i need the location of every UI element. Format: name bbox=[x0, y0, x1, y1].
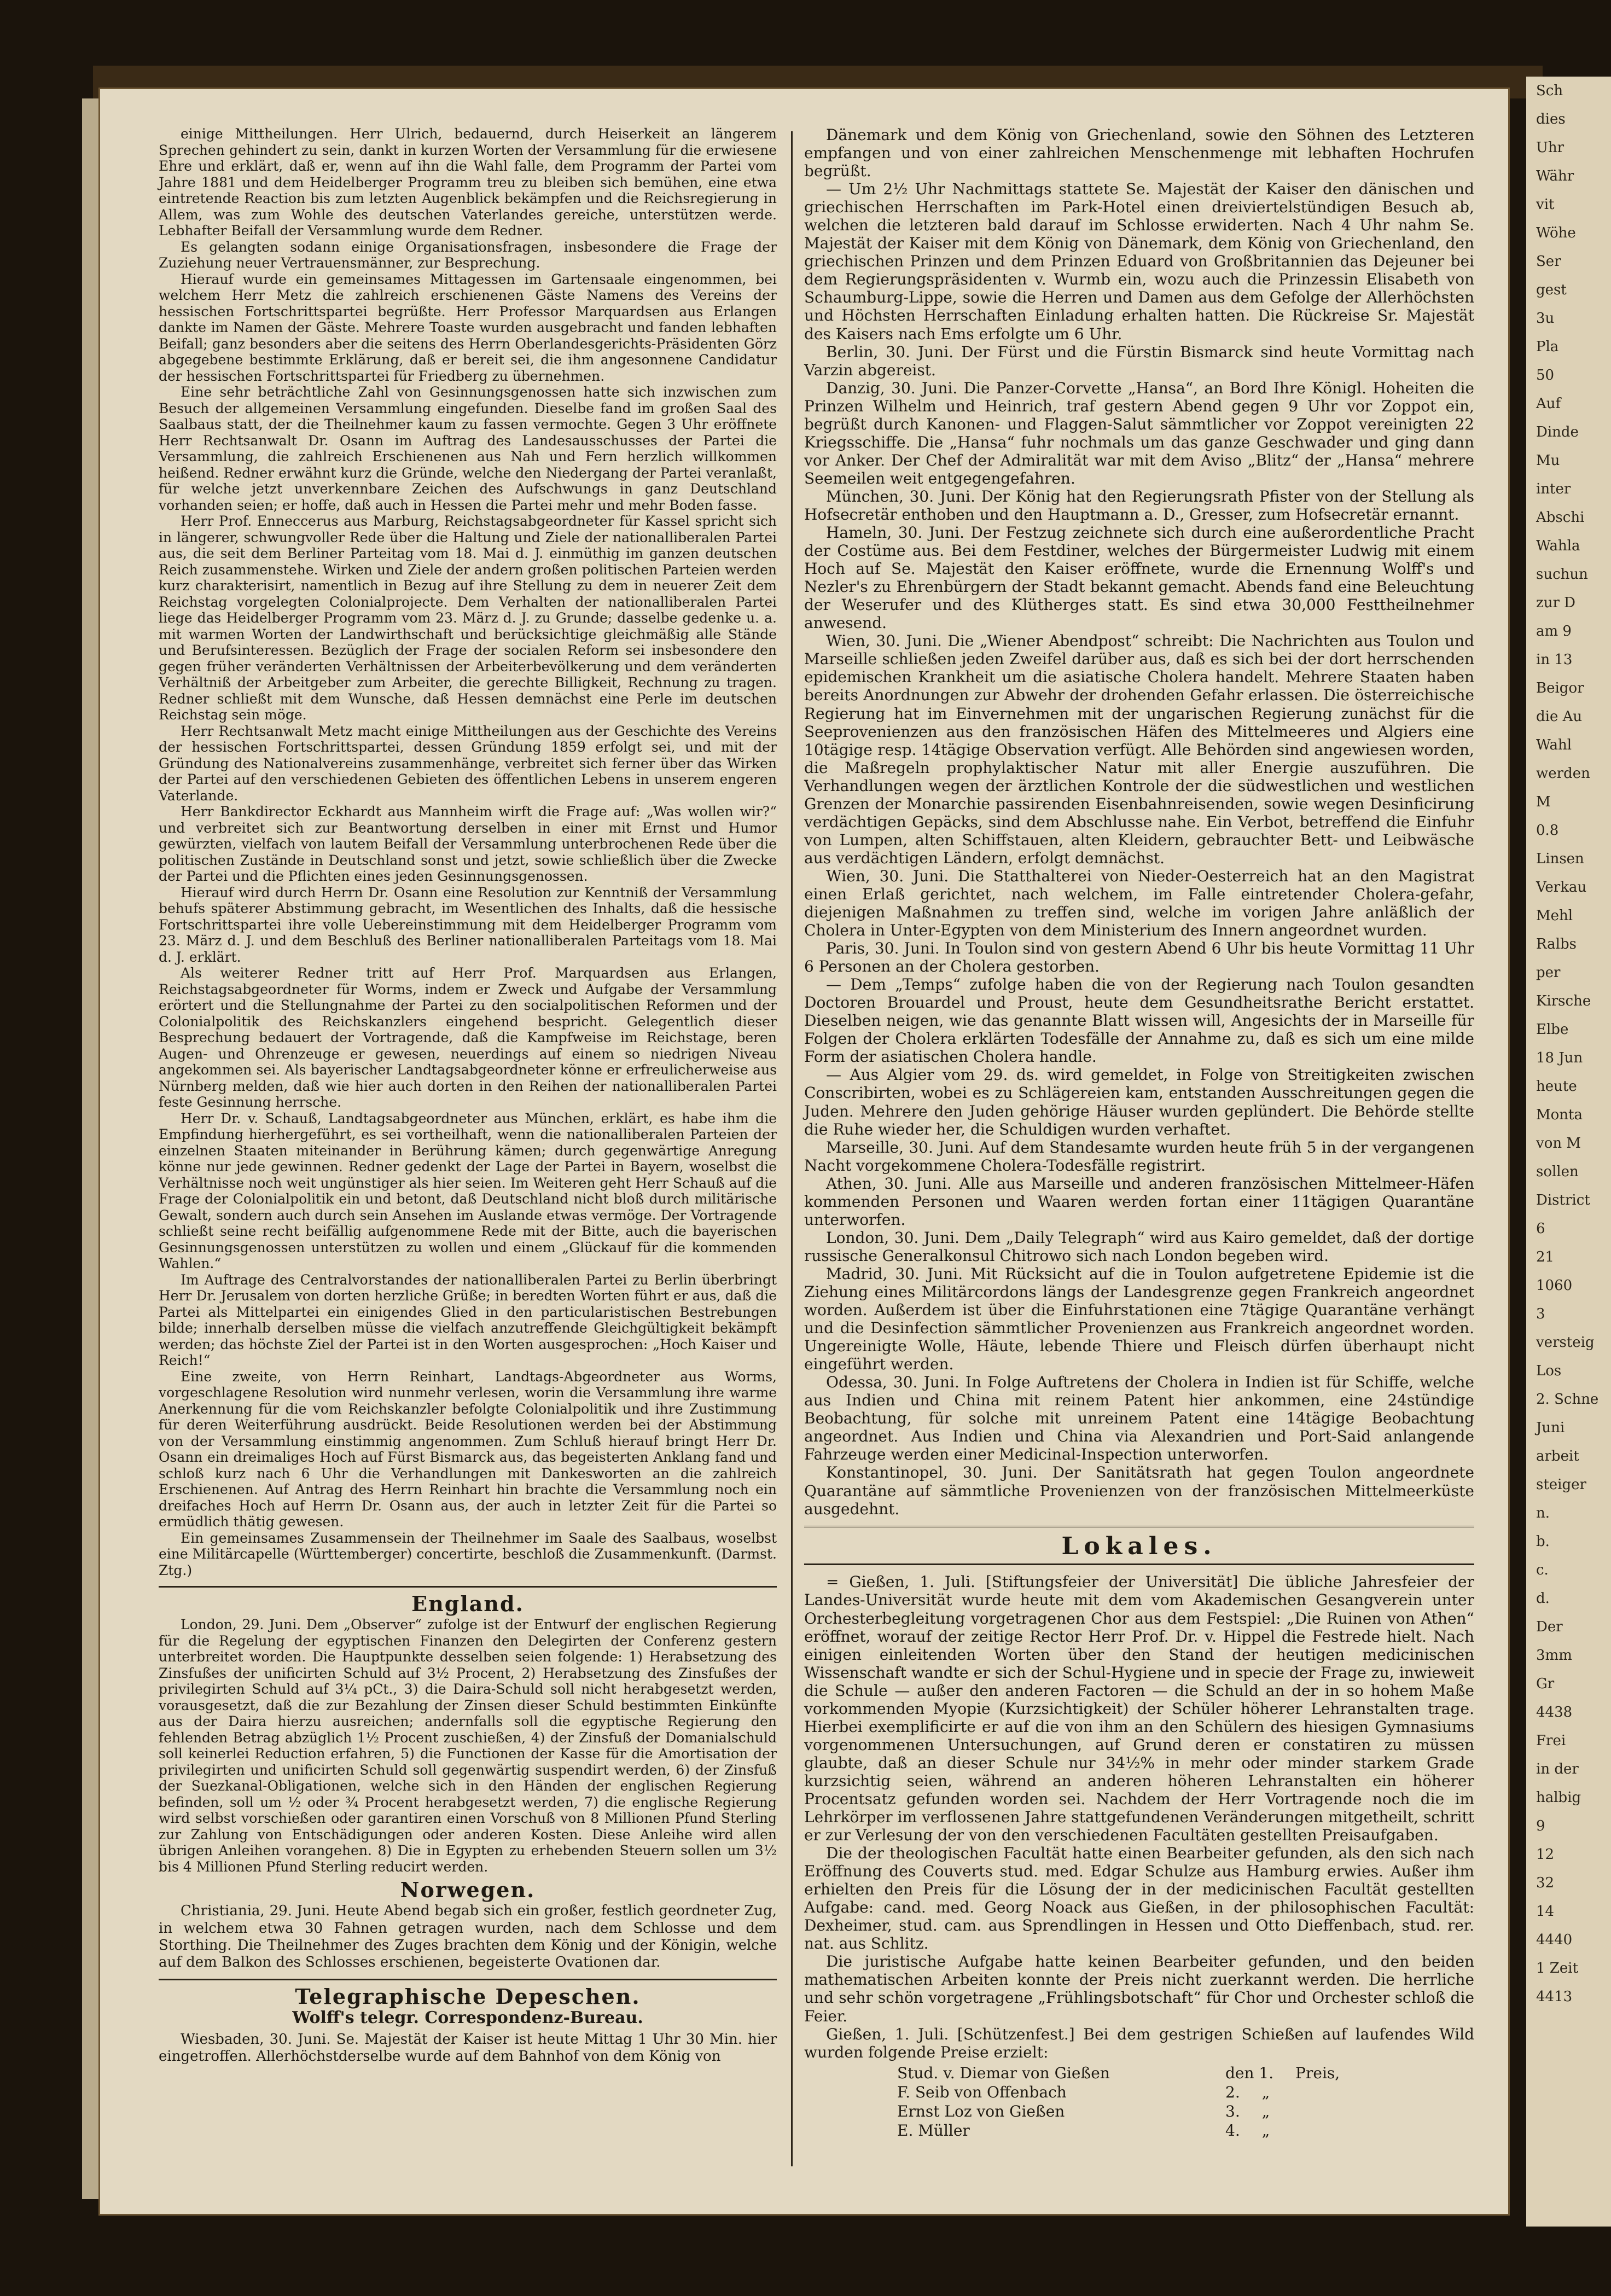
adjacent-page-text: Ralbs bbox=[1536, 936, 1577, 952]
adjacent-page-text: in der bbox=[1536, 1761, 1579, 1777]
adjacent-page-text: versteig bbox=[1536, 1334, 1595, 1351]
left-column bbox=[159, 126, 777, 2065]
adjacent-page-text: halbig bbox=[1536, 1789, 1581, 1806]
adjacent-page-text: Wahla bbox=[1536, 538, 1580, 554]
paragraph: München, 30. Juni. Der König hat den Regierungsrath Pfister von der Stellung als Hofsecretär enthoben und den Hauptmann a. D., Gresser, zum Hofsecretär ernannt. bbox=[804, 487, 1474, 524]
adjacent-page-text: Linsen bbox=[1536, 851, 1584, 867]
adjacent-page-text: suchun bbox=[1536, 566, 1588, 583]
paragraph: einige Mittheilungen. Herr Ulrich, bedauernd, durch Heiserkeit an längerem Sprechen gehindert zu sein, dankt in kurzen Worten der Versammlung für die erwiesene Ehre und erklärt, daß er, wenn auf ihn die Wahl falle, dem Programm der Partei vom Jahre 1881 und dem Heidelberger Programm treu zu bleiben sich bemühen, eine etwa eintretende Reaction bis zum letzten Augenblick bekämpfen und die Reichsregierung in Allem, was zum Wohle des deutschen Vaterlandes gereiche, unterstützen werde. Lebhafter Beifall der Versammlung wurde dem Redner. bbox=[159, 126, 777, 239]
adjacent-page-text: Dinde bbox=[1536, 424, 1579, 440]
paragraph: Berlin, 30. Juni. Der Fürst und die Fürstin Bismarck sind heute Vormittag nach Varzin abgereist. bbox=[804, 342, 1474, 379]
adjacent-page-text: 0.8 bbox=[1536, 822, 1559, 839]
adjacent-page-text: steiger bbox=[1536, 1477, 1586, 1493]
paragraph: — Um 2½ Uhr Nachmittags stattete Se. Majestät der Kaiser den dänischen und griechischen Herrschaften im Park-Hotel einen dreiviertelstündigen Besuch ab, welchen die letzteren bald darauf im Schlosse erwiderten. Nach 4 Uhr nahm Se. Majestät der Kaiser mit dem König von Dänemark, dem König von Griechenland, den griechischen Prinzen und dem Prinzen Eduard von Großbritannien das Dejeuner bei dem Regierungspräsidenten v. Wurmb ein, wozu auch die Prinzessin Elisabeth von Schaumburg-Lippe, sowie die Herren und Damen aus dem Gefolge der Allerhöchsten und Höchsten Herrschaften Einladung erhalten hatten. Die Rückreise Sr. Majestät des Kaisers nach Ems erfolgte um 6 Uhr. bbox=[804, 180, 1474, 343]
adjacent-page-text: vit bbox=[1536, 196, 1555, 213]
adjacent-page-text: in 13 bbox=[1536, 652, 1573, 668]
prize-label: Preis, bbox=[1295, 2064, 1340, 2082]
section-heading-lokales: Lokales. bbox=[1061, 1532, 1217, 1560]
section-divider bbox=[159, 1586, 777, 1588]
paragraph: Es gelangten sodann einige Organisationsfragen, insbesondere die Frage der Zuziehung neuer Vertrauensmänner, zur Besprechung. bbox=[159, 239, 777, 271]
paragraph: Eine zweite, von Herrn Reinhart, Landtags-Abgeordneter aus Worms, vorgeschlagene Resolution wird nunmehr verlesen, worin die Versammlung ihre warme Anerkennung für die vom Reichskanzler befolgte Colonialpolitik und ihre Zustimmung für deren Weiterführung ausdrückt. Beide Resolutionen werden bei der Abstimmung von der Versammlung einstimmig angenommen. Zum Schluß hierauf bringt Herr Dr. Osann ein dreimaliges Hoch auf Fürst Bismarck aus, das begeisterten Anklang fand und schloß kurz nach 6 Uhr die Verhandlungen mit Dankesworten an die zahlreich Erschienenen. Auf Antrag des Herrn Reinhart hin brachte die Versammlung noch ein dreifaches Hoch auf Herrn Dr. Osann aus, der auch in letzter Zeit für die Partei so ermüdlich thätig gewesen. bbox=[159, 1368, 777, 1530]
paragraph: Ein gemeinsames Zusammensein der Theilnehmer im Saale des Saalbaus, woselbst eine Militärcapelle (Württemberger) concertirte, beschloß die Zusammenkunft. (Darmst. Ztg.) bbox=[159, 1530, 777, 1578]
section-heading-telegraph: Telegraphische Depeschen. bbox=[295, 1984, 641, 2009]
adjacent-page-text: werden bbox=[1536, 765, 1590, 782]
paragraph: Wien, 30. Juni. Die Statthalterei von Nieder-Oesterreich hat an den Magistrat einen Erlaß gerichtet, nach welchem, im Falle eintretender Cholera-gefahr, diejenigen Maßnahmen zu treffen sind, welche im vorigen Jahre anläßlich der Cholera in Unter-Egypten von dem Ministerium des Innern angeordnet wurden. bbox=[804, 867, 1474, 940]
adjacent-page-text: Los bbox=[1536, 1363, 1562, 1379]
adjacent-page-text: gest bbox=[1536, 282, 1567, 298]
lokales-articles bbox=[804, 1573, 1474, 2061]
adjacent-page-text: c. bbox=[1536, 1562, 1549, 1578]
adjacent-page-text: 14 bbox=[1536, 1903, 1555, 1920]
section-heading-england: England. bbox=[411, 1591, 524, 1616]
adjacent-page-text: 3mm bbox=[1536, 1647, 1572, 1664]
adjacent-page-text: 1060 bbox=[1536, 1277, 1573, 1294]
paragraph: — Aus Algier vom 29. ds. wird gemeldet, in Folge von Streitigkeiten zwischen Conscribirten, wobei es zu Schlägereien kam, entstanden Ausschreitungen gegen die Juden. Mehrere den Juden gehörige Häuser wurden geplündert. Die Behörde stellte die Ruhe wieder her, die Schuldigen wurden verhaftet. bbox=[804, 1066, 1474, 1138]
prize-name: F. Seib von Offenbach bbox=[897, 2083, 1067, 2101]
paragraph: Hameln, 30. Juni. Der Festzug zeichnete sich durch eine außerordentliche Pracht der Costüme aus. Bei dem Festdiner, welches der Bürgermeister Ludwig mit einem Hoch auf Se. Majestät den Kaiser eröffnete, wurde die Ernennung Wolff's und Nezler's zu Ehrenbürgern der Stadt bekannt gemacht. Abends fand eine Beleuchtung der Weserufer und des Klütherges statt. Es sind etwa 30,000 Festtheilnehmer anwesend. bbox=[804, 524, 1474, 632]
adjacent-page-text: 3u bbox=[1536, 310, 1555, 327]
adjacent-page-text: dies bbox=[1536, 111, 1566, 127]
paragraph: Wien, 30. Juni. Die „Wiener Abendpost“ schreibt: Die Nachrichten aus Toulon und Marseille schließen jeden Zweifel darüber aus, daß es sich bei der dort herrschenden epidemischen Krankheit um die asiatische Cholera handelt. Mehrere Staaten haben bereits Anordnungen zur Abwehr der drohenden Gefahr erlassen. Die österreichische Regierung hat im Einvernehmen mit der ungarischen Regierung zunächst für die Seeprovenienzen aus den französischen Häfen des Mittelmeeres und Algiers eine 10tägige resp. 14tägige Observation verfügt. Alle Behörden sind angewiesen worden, die Maßregeln prophylaktischer Natur mit aller Energie auszuführen. Die Verhandlungen wegen der ärztlichen Kontrole der die südwestlichen und westlichen Grenzen der Monarchie passirenden Eisenbahnreisenden, sowie wegen Desinficirung verdächtigen Gepäcks, sind dem Abschlusse nahe. Ein Verbot, betreffend die Einfuhr von Lumpen, alten Schiffstauen, alten Kleidern, gebrauchter Bett- und Leibwäsche aus verdächtigen Ländern, erfolgt demnächst. bbox=[804, 632, 1474, 867]
prize-row bbox=[897, 2121, 1474, 2140]
paragraph: Danzig, 30. Juni. Die Panzer-Corvette „Hansa“, an Bord Ihre Königl. Hoheiten die Prinzen Wilhelm und Heinrich, traf gestern Abend gegen 9 Uhr vor Zoppot ein, begrüßt durch Kanonen- und Flaggen-Salut sämmtlicher vor Zoppot vereinigten 22 Kriegsschiffe. Die „Hansa“ fuhr nochmals um das ganze Geschwader und ging dann vor Anker. Der Chef der Admiralität war mit dem Aviso „Blitz“ der „Hansa“ mehrere Seemeilen weit entgegengefahren. bbox=[804, 379, 1474, 487]
adjacent-page-text: 2. Schne bbox=[1536, 1391, 1599, 1408]
prize-row bbox=[897, 2064, 1474, 2083]
adjacent-page-text: Gr bbox=[1536, 1676, 1555, 1692]
telegraph-article: Wiesbaden, 30. Juni. Se. Majestät der Kaiser ist heute Mittag 1 Uhr 30 Min. hier eingetroffen. Allerhöchstderselbe wurde auf dem Bahnhof von dem König von bbox=[159, 2031, 777, 2065]
paragraph: Hierauf wurde ein gemeinsames Mittagessen im Gartensaale eingenommen, bei welchem Herr Metz die zahlreich erschienenen Gäste Namens des Vereins der hessischen Fortschrittspartei begrüßte. Herr Professor Marquardsen aus Erlangen dankte im Namen der Gäste. Mehrere Toaste wurden ausgebracht und fanden lebhaften Beifall; ganz besonders aber die seitens des Herrn Oberlandesgerichts-Präsidenten Görz abgegebene bestimmte Erklärung, daß er bereit sei, die ihm angesonnene Candidatur der hessischen Fortschrittspartei für Friedberg zu übernehmen. bbox=[159, 271, 777, 384]
adjacent-page-text: 4413 bbox=[1536, 1989, 1573, 2005]
prize-name: Stud. v. Diemar von Gießen bbox=[897, 2064, 1110, 2082]
adjacent-page-text: 32 bbox=[1536, 1875, 1555, 1891]
section-divider bbox=[159, 1979, 777, 1980]
prize-row bbox=[897, 2102, 1474, 2121]
adjacent-page-text: inter bbox=[1536, 481, 1571, 497]
adjacent-page-text: 4438 bbox=[1536, 1704, 1573, 1720]
prize-label: „ bbox=[1261, 2102, 1270, 2120]
adjacent-page-text: Frei bbox=[1536, 1733, 1566, 1749]
adjacent-page-text: arbeit bbox=[1536, 1448, 1579, 1464]
adjacent-page-text: Wahl bbox=[1536, 737, 1572, 753]
paragraph: Odessa, 30. Juni. In Folge Auftretens der Cholera in Indien ist für Schiffe, welche aus Indien und China mit reinem Patent hier ankommen, eine 24stündige Beobachtung, für solche mit unreinem Patent eine 14tägige Beobachtung angeordnet. Aus Indien und China via Alexandrien und Port-Said anlangende Fahrzeuge werden einer Medicinal-Inspection unterworfen. bbox=[804, 1373, 1474, 1464]
paragraph: Marseille, 30. Juni. Auf dem Standesamte wurden heute früh 5 in der vergangenen Nacht vorgekommene Cholera-Todesfälle registrirt. bbox=[804, 1138, 1474, 1175]
adjacent-page-text: Uhr bbox=[1536, 139, 1565, 156]
adjacent-page-text: heute bbox=[1536, 1078, 1577, 1095]
adjacent-page-text: Abschi bbox=[1536, 509, 1585, 526]
adjacent-page-text: Pla bbox=[1536, 339, 1559, 355]
paragraph: Athen, 30. Juni. Alle aus Marseille und anderen französischen Mittelmeer-Häfen kommenden Personen und Waaren werden fortan einer 11tägigen Quarantäne unterworfen. bbox=[804, 1174, 1474, 1229]
paragraph: Als weiterer Redner tritt auf Herr Prof. Marquardsen aus Erlangen, Reichstagsabgeordneter für Worms, indem er Zweck und Aufgabe der Versammlung erörtert und die Stellungnahme der Partei zu den socialpolitischen Reformen und der Colonialpolitik des Reichskanzlers eingehend bespricht. Gelegentlich dieser Besprechung bedauert der Vortragende, daß die Kampfweise im Reichstage, beren Augen- und Ohrenzeuge er gewesen, neuerdings auf einem so niedrigen Niveau angekommen sei. Als bayerischer Landtagsabgeordneter könne er erfreulicherweise aus Nürnberg melden, daß wie hier auch dorten in den Reihen der nationalliberalen Partei feste Gesinnung herrsche. bbox=[159, 965, 777, 1110]
adjacent-page-text: Beigor bbox=[1536, 680, 1584, 696]
adjacent-page-text: sollen bbox=[1536, 1164, 1579, 1180]
section-divider bbox=[804, 1526, 1474, 1530]
prize-ord: 3. bbox=[1225, 2102, 1240, 2120]
adjacent-page-text: Monta bbox=[1536, 1107, 1583, 1123]
adjacent-page-text: 9 bbox=[1536, 1818, 1545, 1834]
adjacent-page-text: per bbox=[1536, 964, 1561, 981]
adjacent-page-text: Ser bbox=[1536, 253, 1561, 270]
adjacent-page-text: Elbe bbox=[1536, 1021, 1569, 1038]
prize-name: E. Müller bbox=[897, 2121, 970, 2140]
paragraph: = Gießen, 1. Juli. [Stiftungsfeier der Universität] Die übliche Jahresfeier der Landes-Universität wurde heute mit dem vom Akademischen Gesangverein unter Orchesterbegleitung vorgetragenen Chor aus dem Festspiel: „Die Ruinen von Athen“ eröffnet, worauf der zeitige Rector Herr Prof. Dr. v. Hippel die Festrede hielt. Nach einigen einleitenden Worten über den Stand der heutigen medicinischen Wissenschaft wandte er sich der Schul-Hygiene und in specie der Frage zu, inwieweit die Schule — außer den anderen Factoren — die Schuld an der in so hohem Maße vorkommenden Myopie (Kurzsichtigkeit) der Schüler höherer Lehranstalten trage. Hierbei exemplificirte er auf die von ihm an den Schülern des hiesigen Gymnasiums vorgenommenen Untersuchungen, auf Grund deren er constatiren zu müssen glaubte, daß an dieser Schule nur 34½% in mehr oder minder starkem Grade kurzsichtig seien, während an anderen höheren Lehranstalten ein höherer Procentsatz gefunden worden sei. Nachdem der Herr Vortragende noch die im Lehrkörper im verflossenen Jahre stattgefundenen Veränderungen mitgetheilt, schritt er zur Verlesung der von den verschiedenen Facultäten gestellten Preisaufgaben. bbox=[804, 1573, 1474, 1845]
paragraph: Gießen, 1. Juli. [Schützenfest.] Bei dem gestrigen Schießen auf laufendes Wild wurden folgende Preise erzielt: bbox=[804, 2025, 1474, 2061]
paragraph: London, 30. Juni. Dem „Daily Telegraph“ wird aus Kairo gemeldet, daß der dortige russische Generalkonsul Chitrowo sich nach London begeben wird. bbox=[804, 1228, 1474, 1265]
adjacent-page-text: Sch bbox=[1536, 83, 1563, 99]
prize-ord: den 1. bbox=[1225, 2064, 1274, 2082]
adjacent-page-text: b. bbox=[1536, 1533, 1550, 1550]
paragraph: Konstantinopel, 30. Juni. Der Sanitätsrath hat gegen Toulon angeordnete Quarantäne auf sämmtliche Provenienzen von der französischen Mittelmeerküste ausgedehnt. bbox=[804, 1463, 1474, 1518]
paragraph: — Dem „Temps“ zufolge haben die von der Regierung nach Toulon gesandten Doctoren Brouardel und Proust, heute dem Gesundheitsrathe Bericht erstattet. Dieselben neigen, wie das genannte Blatt wissen will, Angesichts der in Marseille für Folgen der Cholera erklärten Todesfälle der Annahme zu, daß es sich um eine milde Form der asiatischen Cholera handle. bbox=[804, 975, 1474, 1066]
adjacent-page-text: 18 Jun bbox=[1536, 1050, 1583, 1066]
prize-list bbox=[897, 2064, 1474, 2140]
adjacent-page-text: District bbox=[1536, 1192, 1590, 1208]
adjacent-page-text: 6 bbox=[1536, 1220, 1545, 1237]
adjacent-page-text: Juni bbox=[1536, 1420, 1565, 1436]
adjacent-page-text: 4440 bbox=[1536, 1932, 1573, 1948]
adjacent-page-text: 21 bbox=[1536, 1249, 1555, 1265]
paragraph: Hierauf wird durch Herrn Dr. Osann eine Resolution zur Kenntniß der Versammlung behufs späterer Abstimmung gebracht, im Wesentlichen des Inhalts, daß die hessische Fortschrittspartei ihre volle Uebereinstimmung mit dem Heidelberger Programm vom 23. März d. J. und dem Beschluß des Berliner nationalliberalen Parteitags vom 18. Mai d. J. erklärt. bbox=[159, 884, 777, 965]
paragraph: Herr Prof. Enneccerus aus Marburg, Reichstagsabgeordneter für Kassel spricht sich in längerer, schwungvoller Rede über die Haltung und Ziele der nationalliberalen Partei aus, die seit dem Berliner Parteitag vom 18. Mai d. J. einmüthig im ganzen deutschen Reich zusammenstehe. Wirken und Ziele der andern großen politischen Parteien werden kurz charakterisirt, namentlich in Bezug auf ihre Stellung zu dem in neuerer Zeit dem Reichstag vorgelegten Colonialprojecte. Dem Verhalten der nationalliberalen Partei liege das Heidelberger Programm vom 23. März d. J. zu Grunde; dasselbe gedenke u. a. mit warmen Worten der Landwirthschaft und berücksichtige gleichmäßig alle Stände und Berufsinteressen. Bezüglich der Frage der socialen Reform sei insbesondere den gegen früher veränderten Verhältnissen der Arbeiterbevölkerung und dem veränderten Verhältniß der Arbeitgeber zum Arbeiter, die gerechte Billigkeit, Rechnung zu tragen. Redner schließt mit dem Wunsche, daß Hessen demnächst eine Perle im deutschen Reichstag sein möge. bbox=[159, 513, 777, 723]
section-divider bbox=[804, 1563, 1474, 1565]
column-divider bbox=[791, 131, 793, 2166]
adjacent-page-text: von M bbox=[1536, 1135, 1581, 1152]
paragraph: Dänemark und dem König von Griechenland, sowie den Söhnen des Letzteren empfangen und von einer zahlreichen Menschenmenge mit lebhaften Hochrufen begrüßt. bbox=[804, 126, 1474, 181]
prize-label: „ bbox=[1261, 2121, 1270, 2140]
adjacent-page-text: zur D bbox=[1536, 595, 1575, 611]
right-column-telegrams bbox=[804, 126, 1474, 1518]
adjacent-page-text: 1 Zeit bbox=[1536, 1960, 1579, 1977]
adjacent-page-text: Währ bbox=[1536, 168, 1574, 184]
prize-row bbox=[897, 2083, 1474, 2102]
adjacent-page-text: Auf bbox=[1536, 396, 1561, 412]
section-heading-norwegen: Norwegen. bbox=[400, 1878, 536, 1903]
adjacent-page-text: d. bbox=[1536, 1590, 1550, 1607]
adjacent-page-text: am 9 bbox=[1536, 623, 1572, 640]
paragraph: Herr Rechtsanwalt Metz macht einige Mittheilungen aus der Geschichte des Vereins der hessischen Fortschrittspartei, dessen Gründung 1859 erfolgt sei, und mit der Gründung des Nationalvereins zusammenhänge, verbreitet sich ferner über das Wirken der Partei auf den verschiedenen Gebieten des öffentlichen Lebens in unserem engeren Vaterlande. bbox=[159, 723, 777, 804]
prize-ord: 2. bbox=[1225, 2083, 1240, 2101]
paragraph: Herr Bankdirector Eckhardt aus Mannheim wirft die Frage auf: „Was wollen wir?“ und verbreitet sich zur Beantwortung derselben in einer mit Ernst und Humor gewürzten, vielfach von lautem Beifall der Versammlung unterbrochenen Rede über die politischen Zustände in Deutschland sonst und jetzt, sowie schließlich über die Zwecke der Partei und die Pflichten eines jeden Gesinnungsgenossen. bbox=[159, 804, 777, 884]
paragraph: Madrid, 30. Juni. Mit Rücksicht auf die in Toulon aufgetretene Epidemie ist die Ziehung eines Militärcordons längs der Landesgrenze gegen Frankreich angeordnet worden. Außerdem ist über die Einfuhrstationen eine 7tägige Quarantäne verhängt und die Desinfection sämmtlicher Provenienzen aus Frankreich angeordnet worden. Ungereinigte Wolle, Häute, lebende Thiere und Fleisch dürfen überhaupt nicht eingeführt werden. bbox=[804, 1264, 1474, 1374]
adjacent-page-text: 3 bbox=[1536, 1306, 1545, 1322]
adjacent-page-text: Mehl bbox=[1536, 908, 1573, 924]
paragraph: Im Auftrage des Centralvorstandes der nationalliberalen Partei zu Berlin überbringt Herr Dr. Jerusalem von dorten herzliche Grüße; in beredten Worten führt er aus, daß die Partei als Mittelpartei ein einigendes Glied in den particularistischen Bestrebungen bilde; innerhalb derselben müsse die vielfach anzutreffende Gleichgültigkeit bekämpft werden; das höchste Ziel der Partei ist in den Worten ausgesprochen: „Hoch Kaiser und Reich!“ bbox=[159, 1271, 777, 1368]
left-column-article bbox=[159, 126, 777, 1578]
paragraph: Paris, 30. Juni. In Toulon sind von gestern Abend 6 Uhr bis heute Vormittag 11 Uhr 6 Personen an der Cholera gestorben. bbox=[804, 939, 1474, 976]
adjacent-page-text: 50 bbox=[1536, 367, 1555, 383]
right-column bbox=[804, 126, 1474, 2140]
paragraph: Die juristische Aufgabe hatte keinen Bearbeiter gefunden, und den beiden mathematischen Arbeiten konnte der Preis nicht zuerkannt werden. Die herrliche und sehr schön vorgetragene „Frühlingsbotschaft“ für Chor und Orchester schloß die Feier. bbox=[804, 1952, 1474, 2025]
adjacent-page-text: M bbox=[1536, 794, 1551, 810]
adjacent-page-text: die Au bbox=[1536, 708, 1583, 725]
adjacent-page-text: Verkau bbox=[1536, 879, 1587, 896]
paragraph: Herr Dr. v. Schauß, Landtagsabgeordneter aus München, erklärt, es habe ihm die Empfindung hierhergeführt, es sei vortheilhaft, wenn die nationalliberalen Parteien der einzelnen Staaten miteinander in Berührung kämen; durch gegenwärtige Anregung könne nur jede gewinnen. Redner gedenkt der Lage der Partei in Bayern, woselbst die Verhältnisse noch weit ungünstiger als hier seien. Im Weiteren geht Herr Schauß auf die Frage der Colonialpolitik ein und betont, daß Deutschland nicht bloß durch militärische Gewalt, sondern auch durch sein Ansehen im Auslande etwas vermöge. Der Vortragende schließt seine recht beifällig aufgenommene Rede mit der Bitte, auch die bayerischen Gesinnungsgenossen unterstützen zu wollen und einem „Glückauf für die kommenden Wahlen.“ bbox=[159, 1110, 777, 1271]
adjacent-page-text: Wöhe bbox=[1536, 225, 1576, 241]
prize-name: Ernst Loz von Gießen bbox=[897, 2102, 1065, 2120]
england-article: London, 29. Juni. Dem „Observer“ zufolge ist der Entwurf der englischen Regierung für die Regelung der egyptischen Finanzen den Delegirten der Conferenz gestern unterbreitet worden. Die Hauptpunkte desselben seien folgende: 1) Herabsetzung des Zinsfußes der unificirten Schuld auf 3½ Procent, 2) Herabsetzung des Zinsfußes der privilegirten Schuld auf 3¼ pCt., 3) die Daira-Schuld soll nicht herabgesetzt werden, vorausgesetzt, daß die zur Bezahlung der Zinsen dieser Schuld bestimmten Einkünfte aus der Daira hierzu ausreichen; andernfalls soll die egyptische Regierung den fehlenden Betrag abzüglich 1½ Procent zuschießen, 4) der Zinsfuß der Domanialschuld soll keinerlei Reduction erfahren, 5) die Functionen der Kasse für die Amortisation der privilegirten und unificirten Schuld soll gegenwärtig suspendirt werden, 6) der Zinsfuß der Suezkanal-Obligationen, welche sich in den Händen der englischen Regierung befinden, soll um ½ oder ¾ Procent herabgesetzt werden, 7) die englische Regierung wird selbst vorschießen oder garantiren einen Vorschuß von 8 Millionen Pfund Sterling zur Zahlung von Entschädigungen oder anderen Kosten. Diese Anleihe wird allen übrigen Anleihen vorangehen. 8) Die in Egypten zu erhebenden Steuern sollen um 3½ bis 4 Millionen Pfund Sterling reducirt werden. bbox=[159, 1617, 777, 1875]
adjacent-page-text: Kirsche bbox=[1536, 993, 1591, 1009]
norwegen-article: Christiania, 29. Juni. Heute Abend begab sich ein großer, festlich geordneter Zug, in welchem etwa 30 Fahnen getragen wurden, nach dem Schlosse und dem Storthing. Die Theilnehmer des Zuges brachten dem König und der Königin, welche auf dem Balkon des Schlosses erschienen, begeisterte Ovationen dar. bbox=[159, 1903, 777, 1971]
adjacent-page-text: Der bbox=[1536, 1619, 1563, 1635]
telegraph-subheading: Wolff's telegr. Correspondenz-Bureau. bbox=[292, 2008, 643, 2028]
prize-ord: 4. bbox=[1225, 2121, 1240, 2140]
paragraph: Die der theologischen Facultät hatte einen Bearbeiter gefunden, als den sich nach Eröffnung des Couverts stud. med. Edgar Schulze aus Hamburg erwies. Außer ihm erhielten den Preis für die Lösung der in der medicinischen Facultät gestellten Aufgabe: cand. med. Georg Noack aus Gießen, in der philosophischen Facultät: Dexheimer, stud. cam. aus Sprendlingen in Hessen und Otto Dieffenbach, stud. rer. nat. aus Schlitz. bbox=[804, 1844, 1474, 1953]
adjacent-page-fragment bbox=[1526, 77, 1611, 2227]
prize-label: „ bbox=[1261, 2083, 1270, 2101]
adjacent-page-text: n. bbox=[1536, 1505, 1550, 1521]
adjacent-page-text: 12 bbox=[1536, 1846, 1555, 1863]
paragraph: Eine sehr beträchtliche Zahl von Gesinnungsgenossen hatte sich inzwischen zum Besuch der allgemeinen Versammlung eingefunden. Dieselbe fand im großen Saal des Saalbaus statt, der die Theilnehmer kaum zu fassen vermochte. Gegen 3 Uhr eröffnete Herr Rechtsanwalt Dr. Osann im Auftrag des Landesausschusses der Partei die Versammlung, die zahlreich Erschienenen aus Nah und Fern herzlich willkommen heißend. Redner erwähnt kurz die Gründe, welche den Niedergang der Partei veranlaßt, für welche jetzt unverkennbare Zeichen des Aufschwungs in ganz Deutschland vorhanden seien; er hoffe, daß auch in Hessen die Partei mehr und mehr Boden fasse. bbox=[159, 384, 777, 513]
adjacent-page-text: Mu bbox=[1536, 452, 1560, 469]
